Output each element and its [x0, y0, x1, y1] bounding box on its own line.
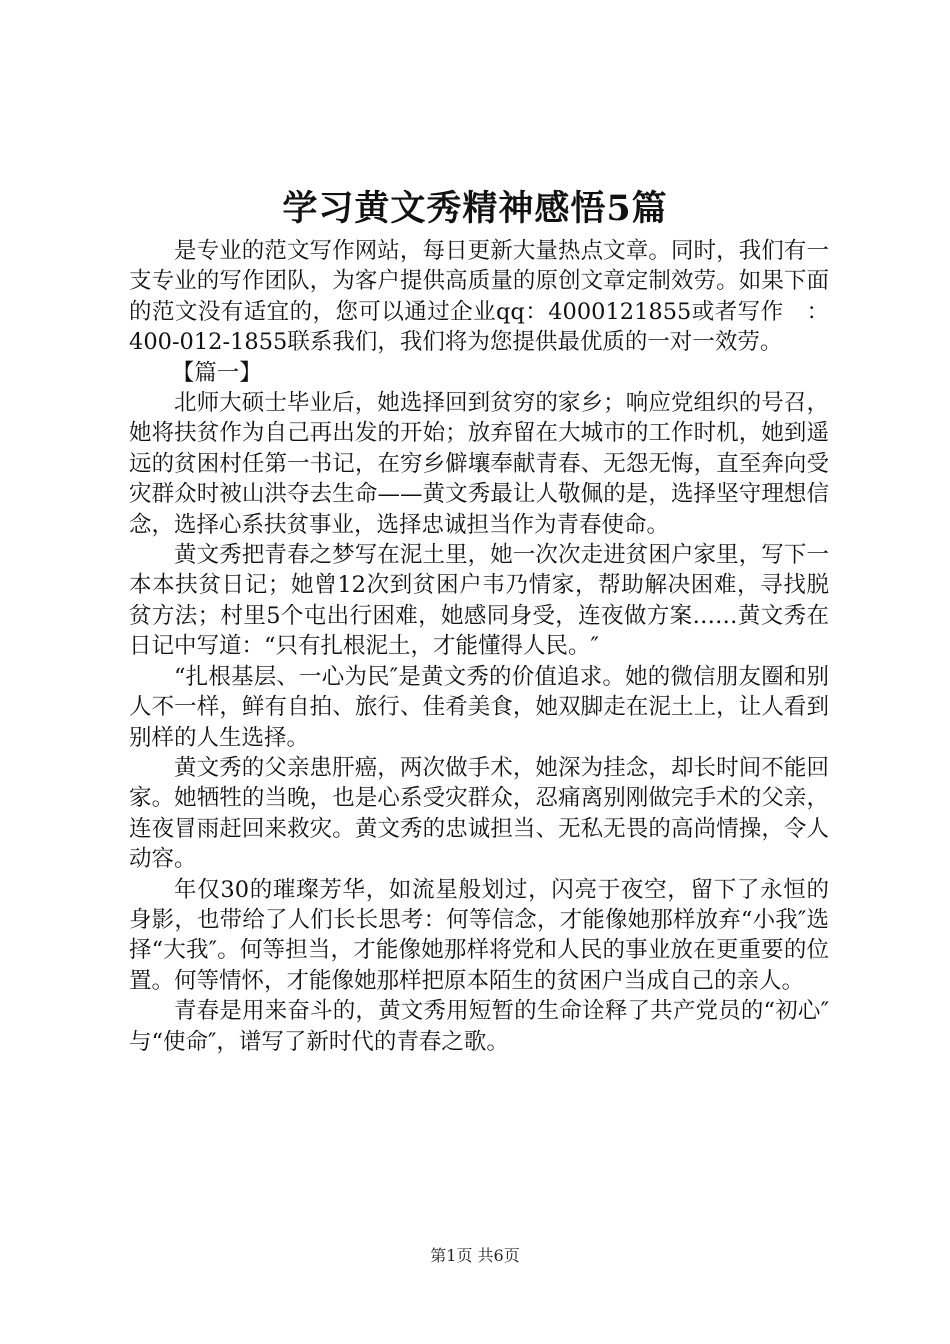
document-title: 学习黄文秀精神感悟5篇 [282, 188, 668, 229]
document-body [129, 236, 829, 1057]
body-paragraph-3: “扎根基层、一心为民″是黄文秀的价值追求。她的微信朋友圈和别人不一样，鲜有自拍、旅行、佳肴美食，她双脚走在泥土上，让人看到别样的人生选择。 [129, 663, 829, 751]
page-footer: 第1页 共6页 [430, 1246, 520, 1265]
section-heading: 【篇一】 [171, 359, 262, 386]
body-paragraph-4: 黄文秀的父亲患肝癌，两次做手术，她深为挂念，却长时间不能回家。她牺牲的当晚，也是心系受灾群众，忍痛离别刚做完手术的父亲，连夜冒雨赶回来救灾。黄文秀的忠诚担当、无私无畏的高尚情操，令人动容。 [129, 754, 829, 873]
body-paragraph-6: 青春是用来奋斗的，黄文秀用短暂的生命诠释了共产党员的“初心″与“使命″，谱写了新时代的青春之歌。 [129, 998, 829, 1055]
body-paragraph-1: 北师大硕士毕业后，她选择回到贫穷的家乡；响应党组织的号召，她将扶贫作为自己再出发的开始；放弃留在大城市的工作时机，她到遥远的贫困村任第一书记，在穷乡僻壤奉献青春、无怨无悔，直至奔向受灾群众时被山洪夺去生命——黄文秀最让人敬佩的是，选择坚守理想信念，选择心系扶贫事业，选择忠诚担当作为青春使命。 [129, 390, 829, 538]
body-paragraph-5: 年仅30的璀璨芳华，如流星般划过，闪亮于夜空，留下了永恒的身影，也带给了人们长长思考：何等信念，才能像她那样放弃“小我″选择“大我″。何等担当，才能像她那样将党和人民的事业放在更重要的位置。何等情怀，才能像她那样把原本陌生的贫困户当成自己的亲人。 [129, 876, 829, 994]
body-paragraph-2: 黄文秀把青春之梦写在泥土里，她一次次走进贫困户家里，写下一本本扶贫日记；她曾12次到贫困户韦乃情家，帮助解决困难，寻找脱贫方法；村里5个屯出行困难，她感同身受，连夜做方案……黄文秀在日记中写道：“只有扎根泥土，才能懂得人民。″ [129, 542, 829, 660]
intro-paragraph: 是专业的范文写作网站，每日更新大量热点文章。同时，我们有一支专业的写作团队，为客户提供高质量的原创文章定制效劳。如果下面的范文没有适宜的，您可以通过企业qq：4000121855或者写作 ：400-012-1855联系我们，我们将为您提供最优质的一对一效劳。 [129, 238, 829, 356]
